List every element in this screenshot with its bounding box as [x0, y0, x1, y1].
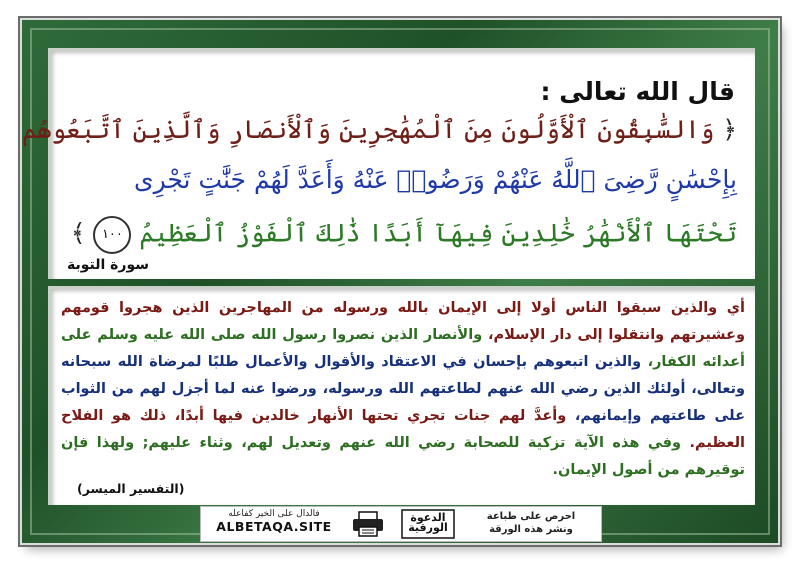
- footer-note-line-2: ونشر هذه الورقة: [489, 524, 573, 535]
- tafsir-part-4: وأعدَّ لهم جنات تجري تحتها الأنهار خالدين فيها أبدًا، ذلك هو الفلاح العظيم.: [61, 408, 745, 451]
- tafsir-part-1: أي والذين سبقوا الناس أولا إلى الإيمان بالله ورسوله من المهاجرين الذين هجروا قومهم وعشيرتهم وانتقلوا إلى دار الإسلام،: [61, 300, 745, 343]
- verse-open-bracket: ﴿: [722, 115, 737, 144]
- verse-panel: [22, 48, 755, 279]
- footer-note-line-1: احرص على طباعة: [486, 511, 576, 522]
- verse-heading: قال الله تعالى :: [540, 77, 735, 106]
- tafsir-text: [51, 295, 755, 484]
- tafsir-part-2: والأنصار الذين نصروا رسول الله صلى الله عليه وسلم على أعدائه الكفار،: [61, 327, 745, 370]
- footer-motto-block: [209, 509, 339, 534]
- printer-icon: [351, 511, 385, 537]
- footer-motto: فالدال على الخير كفاعله: [228, 509, 320, 519]
- ayah-number-badge: ١٠٠: [93, 216, 131, 254]
- verse-close-bracket: ﴾: [70, 218, 86, 248]
- verse-line-3-text: تَحْتَهَا ٱلْأَنْهَٰرُ خَٰلِدِينَ فِيهَآ أَبَدًا ذَٰلِكَ ٱلْفَوْزُ ٱلْعَظِيمُ: [139, 218, 737, 248]
- verse-line-1: [22, 115, 737, 144]
- logo-text: الدعوة الورقية: [408, 511, 448, 534]
- tafsir-panel: [48, 286, 755, 505]
- verse-line-2: [134, 165, 737, 194]
- footer-site: ALBETAQA.SITE: [216, 519, 332, 534]
- tafsir-part-5: وفي هذه الآية تزكية للصحابة رضي الله عنهم وتعديل لهم، وثناء عليهم; ولهذا فإن توقيرهم من أصول الإيمان.: [61, 435, 745, 478]
- verse-line-1-text: وَالسَّٰبِقُونَ ٱلْأَوَّلُونَ مِنَ ٱلْمُهَٰجِرِينَ وَٱلْأَنصَارِ وَٱلَّذِينَ ٱتَّبَعُوهُم: [22, 115, 715, 144]
- tafsir-part-3: والذين اتبعوهم بإحسان في الاعتقاد والأقوال والأعمال طلبًا لمرضاة الله سبحانه وتعالى، أولئك الذين رضي الله عنهم لطاعتهم الله ورسوله، ورضوا عنه لما أجزل لهم من الثواب على طاعتهم وإيمانهم،: [61, 354, 745, 424]
- verse-line-2-text: بِإِحْسَٰنٍ رَّضِىَ ٱللَّهُ عَنْهُمْ وَرَضُوا۟ عَنْهُ وَأَعَدَّ لَهُمْ جَنَّٰتٍ تَجْرِى: [134, 165, 737, 194]
- tafsir-source: (التفسير الميسر): [77, 481, 185, 496]
- footer-bar: [200, 506, 602, 542]
- footer-note: [471, 510, 591, 536]
- verse-line-3: [71, 216, 737, 254]
- surah-name: سورة التوبة: [67, 257, 150, 273]
